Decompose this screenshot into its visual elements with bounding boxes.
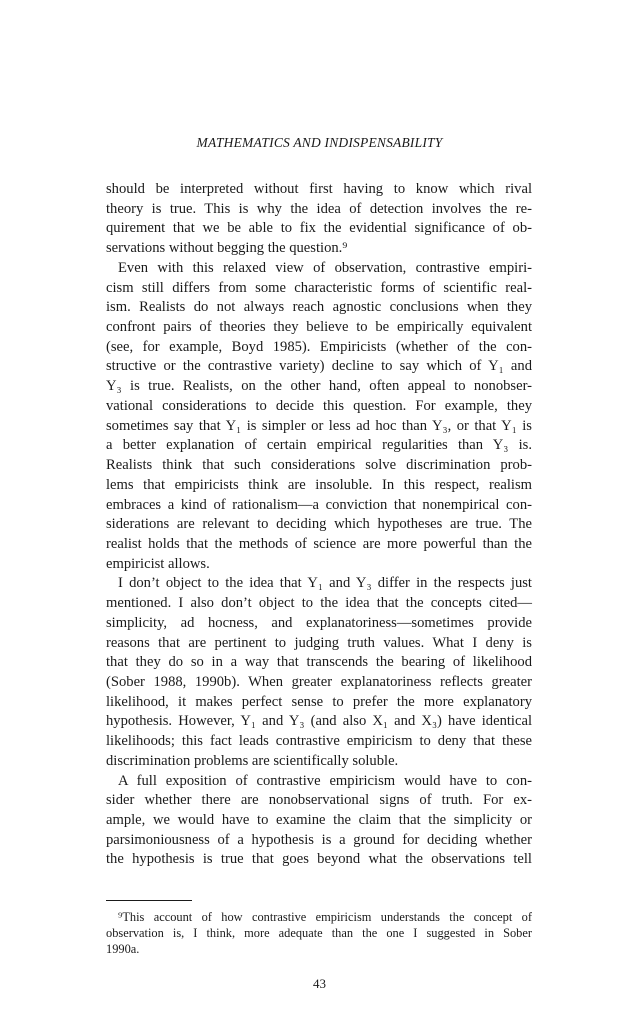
text-line: (Sober 1988, 1990b). When greater explanatoriness reflects greater <box>106 673 532 690</box>
text-line: (see, for example, Boyd 1985). Empiricists (whether of the con- <box>106 338 532 355</box>
text-line: Realists think that such considerations solve discrimination prob- <box>106 457 532 474</box>
text-line: Even with this relaxed view of observation, contrastive empiri- <box>118 259 532 276</box>
text-line: hypothesis. However, Y₁ and Y₃ (and also X₁ and X₃) have identical <box>106 713 532 730</box>
text-line: a better explanation of certain empirical regularities than Y₃ is. <box>106 437 532 454</box>
text-line: theory is true. This is why the idea of detection involves the re- <box>106 200 532 217</box>
footnote-line: observation is, I think, more adequate than the one I suggested in Sober <box>106 926 532 940</box>
footnote <box>106 909 532 957</box>
text-line: simplicity, ad hocness, and explanatoriness—sometimes provide <box>106 614 532 631</box>
text-line: empiricist allows. <box>106 555 210 572</box>
text-line: realist holds that the methods of science are more powerful than the <box>106 535 532 552</box>
text-line: that they do so in a way that transcends the bearing of likelihood <box>106 654 532 671</box>
text-line: ample, we would have to examine the claim that the simplicity or <box>106 812 532 828</box>
footnote-rule <box>106 900 192 901</box>
text-line: the hypothesis is true that goes beyond what the observations tell <box>106 851 532 868</box>
text-line: quirement that we be able to fix the evidential significance of ob- <box>106 220 532 237</box>
text-line: I don’t object to the idea that Y₁ and Y₃ differ in the respects just <box>118 575 532 592</box>
text-line: Y₃ is true. Realists, on the other hand, often appeal to nonobser- <box>106 378 532 395</box>
running-head: MATHEMATICS AND INDISPENSABILITY <box>196 135 443 150</box>
text-line: reasons that are pertinent to judging truth values. What I deny is <box>106 634 532 651</box>
text-line: mentioned. I also don’t object to the idea that the concepts cited— <box>106 595 532 612</box>
text-line: servations without begging the question.⁹ <box>106 240 348 257</box>
text-line: vational considerations to decide this question. For example, they <box>106 397 532 414</box>
text-line: sometimes say that Y₁ is simpler or less ad hoc than Y₃, or that Y₁ is <box>106 417 532 434</box>
footnote-line: 1990a. <box>106 942 140 956</box>
page-number: 43 <box>313 976 326 991</box>
text-line: confront pairs of theories they believe to be empirically equivalent <box>106 319 532 336</box>
text-line: A full exposition of contrastive empiricism would have to con- <box>118 772 532 789</box>
text-line: cism still differs from some characteristic forms of scientific real- <box>106 279 532 296</box>
text-line: siderations are relevant to deciding which hypotheses are true. The <box>106 516 532 533</box>
text-line: likelihoods; this fact leads contrastive empiricism to deny that these <box>106 733 532 750</box>
text-line: structive or the contrastive variety) decline to say which of Y₁ and <box>106 358 532 375</box>
text-line: should be interpreted without first having to know which rival <box>106 181 532 197</box>
text-line: ism. Realists do not always reach agnostic conclusions when they <box>106 299 532 316</box>
footnote-line: ⁹This account of how contrastive empiricism understands the concept of <box>118 910 532 924</box>
text-line: lems that empiricists think are insoluble. In this respect, realism <box>106 476 532 493</box>
text-line: discrimination problems are scientifically soluble. <box>106 752 399 769</box>
text-line: parsimoniousness of a hypothesis is a ground for deciding whether <box>106 831 532 848</box>
body-text <box>106 180 532 870</box>
text-line: sider whether there are nonobservational signs of truth. For ex- <box>106 792 532 809</box>
text-line: embraces a kind of rationalism—a conviction that nonempirical con- <box>106 496 532 513</box>
text-line: likelihood, it makes perfect sense to prefer the more explanatory <box>106 693 532 710</box>
